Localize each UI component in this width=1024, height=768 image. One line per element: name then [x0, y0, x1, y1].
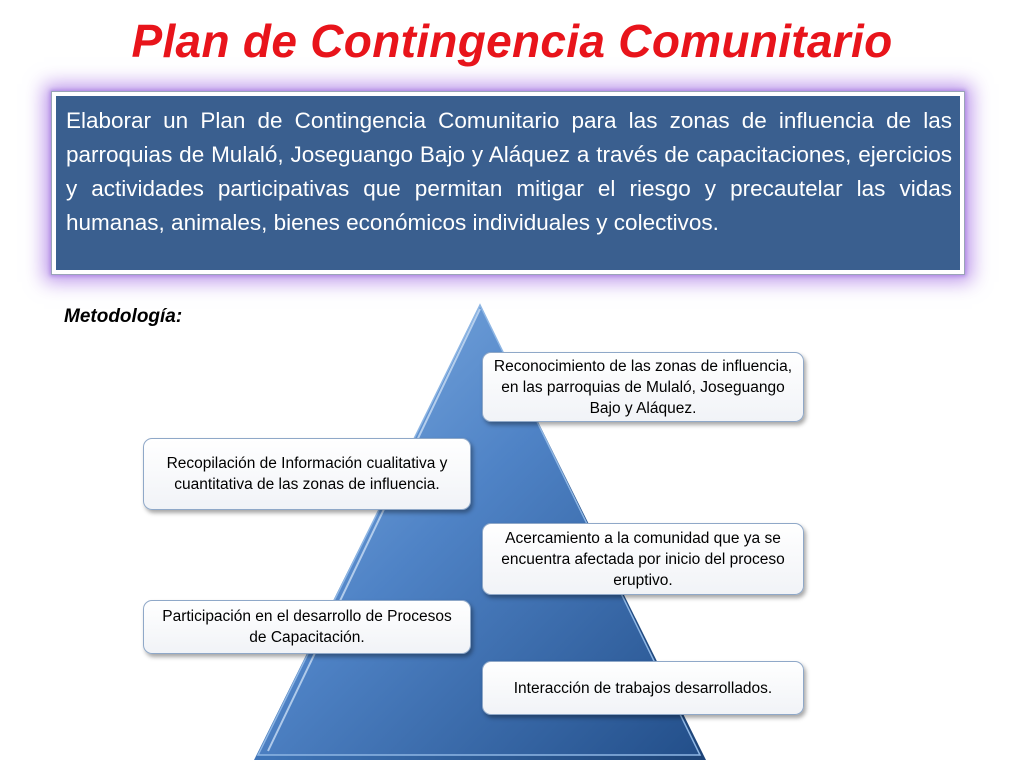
pyramid-step-reconocimiento: Reconocimiento de las zonas de influencia, en las parroquias de Mulaló, Joseguango Bajo y Aláquez. [482, 352, 804, 422]
slide-title: Plan de Contingencia Comunitario [131, 15, 893, 67]
pyramid-step-interaccion: Interacción de trabajos desarrollados. [482, 661, 804, 715]
pyramid-step-recopilacion: Recopilación de Información cualitativa y cuantitativa de las zonas de influencia. [143, 438, 471, 510]
methodology-label: Metodología: [64, 306, 183, 327]
pyramid-step-participacion: Participación en el desarrollo de Procesos de Capacitación. [143, 600, 471, 654]
pyramid-step-acercamiento: Acercamiento a la comunidad que ya se encuentra afectada por inicio del proceso eruptivo. [482, 523, 804, 595]
objective-text: Elaborar un Plan de Contingencia Comunitario para las zonas de influencia de las parroquias de Mulaló, Joseguango Bajo y Aláquez a través de capacitaciones, ejercicios y actividades participativas que permitan mitigar el riesgo y precautelar las vidas humanas, animales, bienes económicos individuales y colectivos. [66, 108, 952, 235]
